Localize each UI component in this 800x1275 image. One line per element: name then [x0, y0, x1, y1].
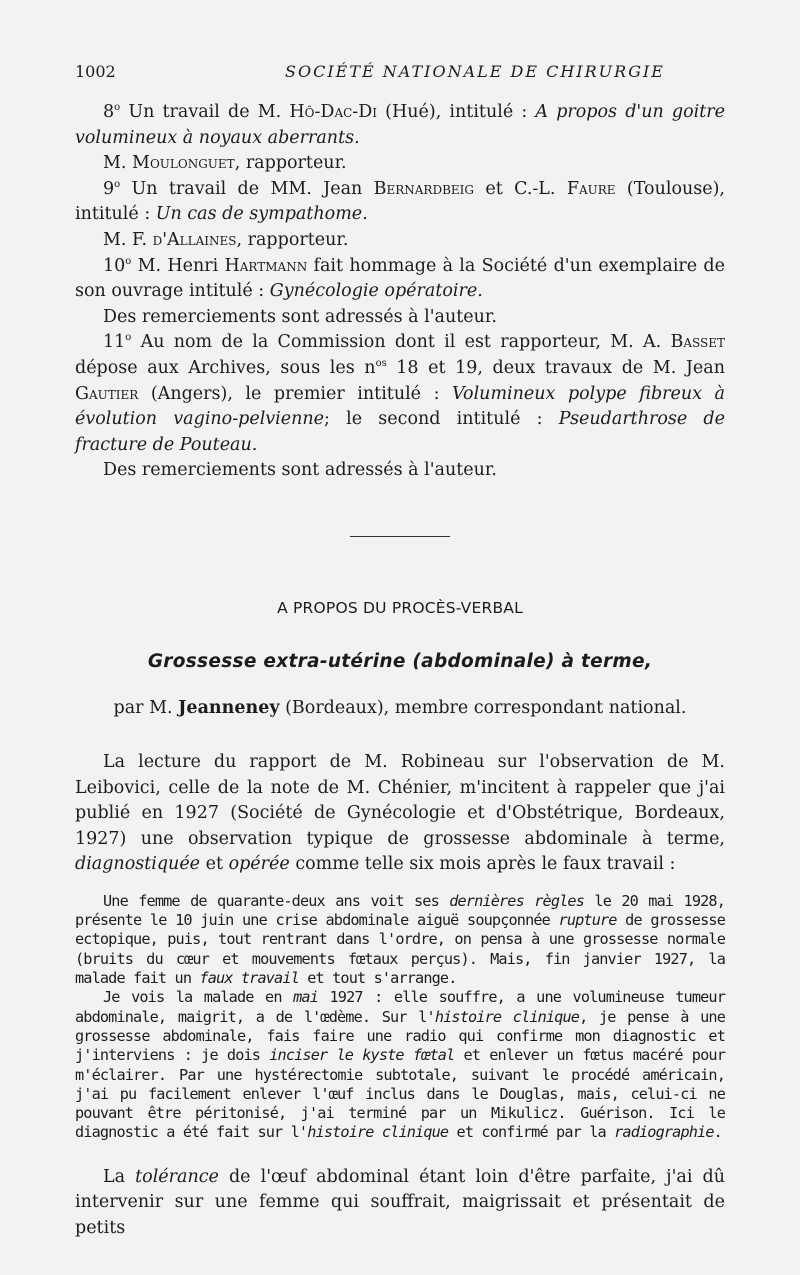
- thanks-1: Des remerciements sont adressés à l'auteur.: [103, 306, 497, 327]
- lead-paragraph: La lecture du rapport de M. Robineau sur l'observation de M. Leibovici, celle de la note de M. Chénier, m'incitent à rappeler que j'ai publié en 1927 (Société de Gynécologie et d'Obstétrique, Bordeaux, 1927) une observation typique de grossesse abdominale à terme, diagnostiquée et opérée comme telle six mois après le faux travail :: [75, 751, 725, 875]
- thanks-2: Des remerciements sont adressés à l'auteur.: [103, 460, 497, 481]
- item-8-rapporteur: M. Moulonguet, rapporteur.: [103, 153, 347, 174]
- page-number: 1002: [75, 62, 116, 81]
- byline: par M. Jeanneney (Bordeaux), membre correspondant national.: [113, 697, 687, 718]
- running-title: SOCIÉTÉ NATIONALE DE CHIRURGIE: [285, 62, 665, 81]
- item-9-rapporteur: M. F. d'Allaines, rapporteur.: [103, 229, 349, 250]
- observation-paragraph-2: Je vois la malade en mai 1927 : elle souffre, a une volumineuse tumeur abdominale, maigrit, a de l'œdème. Sur l'histoire clinique, je pense à une grossesse abdominale, fais faire une radio qui confirme mon diagnostic et j'interviens : je dois inciser le kyste fœtal et enlever un fœtus macéré pour m'éclairer. Par une hystérectomie subtotale, suivant le procédé américain, j'ai pu facilement enlever l'œuf inclus dans le Douglas, mais, celui-ci ne pouvant être péritonisé, j'ai terminé par un Mikulicz. Guérison. Ici le diagnostic a été fait sur l'histoire clinique et confirmé par la radiographie.: [75, 988, 725, 1142]
- section-divider: [350, 536, 450, 537]
- item-8: 8$^o$ Un travail de M. Hô-Dac-Di (Hué), intitulé : A propos d'un goitre volumineux à noyaux aberrants.: [75, 102, 726, 148]
- observation-paragraph-1: Une femme de quarante-deux ans voit ses dernières règles le 20 mai 1928, présente le 10 juin une crise abdominale aiguë soupçonnée rupture de grossesse ectopique, puis, tout rentrant dans l'ordre, on pensa à une grossesse normale (bruits du cœur et mouvements fœtaux perçus). Mais, fin janvier 1927, la malade fait un faux travail et tout s'arrange.: [75, 891, 726, 988]
- article-title: Grossesse extra-utérine (abdominale) à terme,: [147, 650, 653, 672]
- section-title: A PROPOS DU PROCÈS-VERBAL: [277, 598, 523, 617]
- observation-block: [75, 892, 725, 1143]
- item-10: 10$^o$ M. Henri Hartmann fait hommage à la Société d'un exemplaire de son ouvrage intitulé : Gynécologie opératoire.: [75, 255, 725, 302]
- closing-paragraph: La tolérance de l'œuf abdominal étant loin d'être parfaite, j'ai dû intervenir sur une femme qui souffrait, maigrissait et présentait de petits: [75, 1166, 725, 1238]
- item-11: 11$^o$ Au nom de la Commission dont il est rapporteur, M. A. Basset dépose aux Archives, sous les $n^{os}$ 18 et 19, deux travaux de M. Jean Gautier (Angers), le premier intitulé : Volumineux polype fibreux à évolution vagino-pelvienne; le second intitulé : Pseudarthrose de fracture de Pouteau.: [75, 332, 725, 455]
- page-body: [75, 100, 725, 1242]
- item-9: 9$^o$ Un travail de MM. Jean Bernardbeig et C.-L. Faure (Toulouse), intitulé : Un cas de sympathome.: [75, 178, 725, 225]
